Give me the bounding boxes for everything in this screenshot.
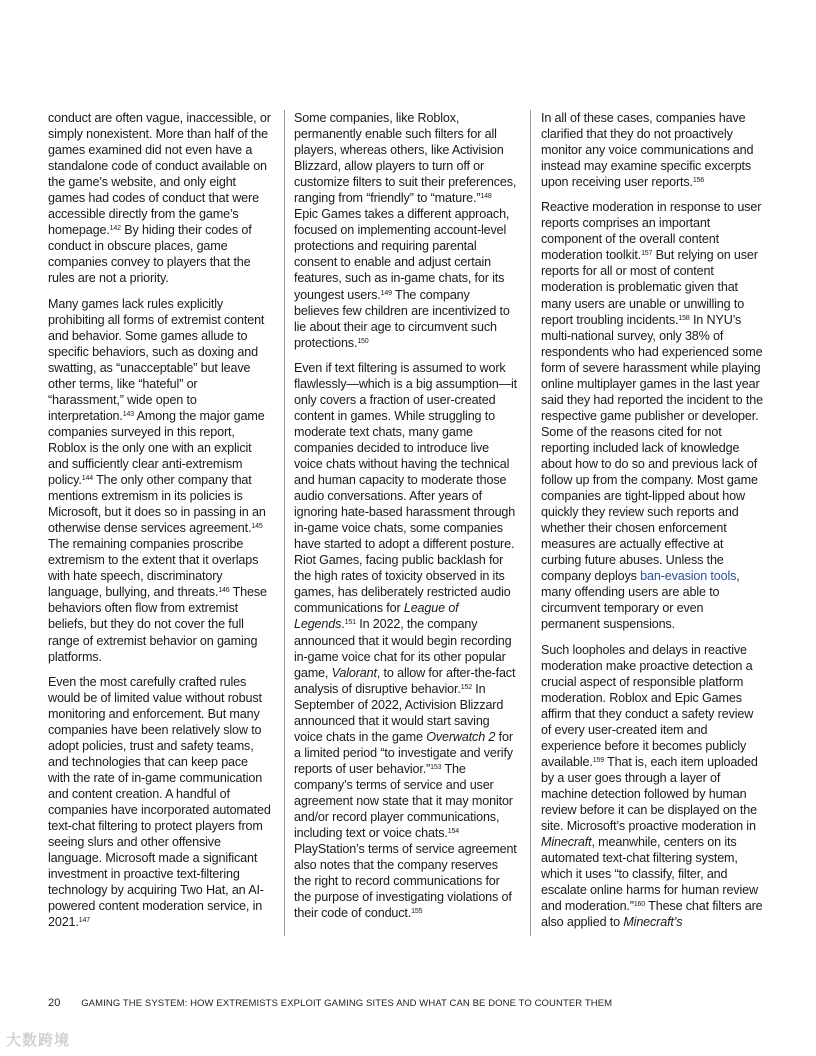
footnote-ref: 152 xyxy=(460,683,472,691)
paragraph: Even if text filtering is assumed to work flawlessly—which is a big assumption—it only covers a fraction of user-created content in games. While struggling to moderate text chats, many game companies decided to introduce live voice chats without having the technical and human capacity to moderate those audio conversations. After years of ignoring hate-based harassment through in-game voice chats, some companies have started to adopt a different posture. Riot Games, facing public backlash for the high rates of toxicity observed in its games, has deliberately restricted audio communications for League of Legends.$^{151}$ In 2022, the company announced that it would begin recording in-game voice chat for its other popular game, Valorant, to allow for after-the-fact analysis of disruptive behavior.$^{152}$ In September of 2022, Activision Blizzard announced that it would start saving voice chats in the game Overwatch 2 for a limited period “to investigate and verify reports of user behavior.”$^{153}$ The company’s terms of service and user agreement now state that it may monitor and/or record player communications, including text or voice chats.$^{154}$ PlayStation’s terms of service agreement also notes that the company reserves the right to record communications for the purpose of investigating violations of their code of conduct.$^{155}$ xyxy=(294,360,518,921)
footnote-ref: 148 xyxy=(480,193,492,201)
paragraph: Reactive moderation in response to user reports comprises an important component of the overall content moderation toolkit.$^{157}$ But relying on user reports for all or most of content moderation is problematic given that many users are unable or unwilling to report troubling incidents.$^{158}$ In NYU’s multi-national survey, only 38% of respondents who had experienced some form of severe harassment while playing online multiplayer games in the last year said they had reported the incident to the respective game publisher or developer. Some of the reasons cited for not reporting included lack of knowledge about how to do so and previous lack of follow up from the company. Most game companies are tight-lipped about how quickly they review such reports and whether their chosen enforcement measures are actually effective at curbing future abuses. Unless the company deploys ban-evasion tools, many offending users are able to circumvent temporary or even permanent suspensions. xyxy=(541,200,763,632)
paragraph: In all of these cases, companies have clarified that they do not proactively monitor any voice communications and instead may examine specific excerpts upon receiving user reports.$^{156}$ xyxy=(541,111,754,190)
paragraph: Such loopholes and delays in reactive moderation make proactive detection a crucial aspect of responsible platform moderation. Roblox and Epic Games affirm that they conduct a safety review of every user-created item and experience before it becomes publicly available.$^{159}$ That is, each item uploaded by a user goes through a layer of machine detection followed by human review before it can be displayed on the site. Microsoft’s proactive moderation in Minecraft, meanwhile, centers on its automated text-chat filtering system, which it uses “to classify, filter, and escalate online harms for human review and moderation.”$^{160}$ These chat filters are also applied to Minecraft’s xyxy=(541,642,763,930)
paragraph: Some companies, like Roblox, permanently enable such filters for all players, whereas others, like Activision Blizzard, allow players to turn off or customize filters to suit their preferences, ranging from “friendly” to “mature.”$^{148}$ Epic Games takes a different approach, focused on implementing account-level protections and requiring parental consent to enable and adjust certain features, such as in-game chats, for its youngest users.$^{149}$ The company believes few children are incentivized to lie about their age to circumvent such protections.$^{150}$ xyxy=(294,111,517,350)
footnote-ref: 156 xyxy=(692,177,705,185)
footnote-ref: 154 xyxy=(447,828,459,836)
footnote-ref: 149 xyxy=(380,289,392,297)
ban-evasion-tools-link[interactable]: ban-evasion tools xyxy=(640,569,737,584)
page-number: 20 xyxy=(48,997,61,1009)
footnote-ref: 159 xyxy=(592,756,604,764)
footnote-ref: 142 xyxy=(109,225,121,233)
paragraph: Even the most carefully crafted rules would be of limited value without robust monitoring and enforcement. But many companies have been relatively slow to adopt policies, trust and safety teams, and technologies that can keep pace with the rate of in-game communication and content creation. A handful of companies have incorporated automated text-chat filtering to protect players from seeing slurs and other offensive language. Microsoft made a significant investment in proactive text-filtering technology by acquiring Two Hat, an AI-powered content moderation service, in 2021.$^{147}$ xyxy=(48,674,271,930)
paragraph: conduct are often vague, inaccessible, or simply nonexistent. More than half of the games examined did not even have a standalone code of conduct available on the game’s website, and only eight games had codes of conduct that were accessible directly from the game’s homepage.$^{142}$ By hiding their codes of conduct in obscure places, game companies convey to players that the rules are not a priority. xyxy=(48,111,271,286)
report-title: GAMING THE SYSTEM: HOW EXTREMISTS EXPLOIT GAMING SITES AND WHAT CAN BE DONE TO COUNTER THEM xyxy=(81,998,613,1009)
column-divider-2 xyxy=(530,110,531,936)
game-title: Minecraft’s xyxy=(623,915,683,930)
footnote-ref: 147 xyxy=(78,917,90,925)
text-column-2 xyxy=(294,110,518,930)
game-title: Valorant xyxy=(331,665,377,680)
game-title: League of Legends xyxy=(294,601,459,632)
footnote-ref: 151 xyxy=(344,619,356,627)
footnote-ref: 155 xyxy=(411,908,423,916)
footnote-ref: 158 xyxy=(678,314,690,322)
text-column-1 xyxy=(48,110,272,939)
footnote-ref: 160 xyxy=(633,901,646,909)
footnote-ref: 144 xyxy=(81,475,93,483)
text-column-3 xyxy=(541,110,765,939)
footnote-ref: 153 xyxy=(430,763,442,771)
footnote-ref: 146 xyxy=(218,587,230,595)
footnote-ref: 143 xyxy=(122,410,134,418)
paragraph: Many games lack rules explicitly prohibiting all forms of extremist content and behavior. Some games allude to specific behaviors, such as doxing and swatting, as “unacceptable” but leave other terms, like “hateful” or “harassment,” wide open to interpretation.$^{143}$ Among the major game companies surveyed in this report, Roblox is the only one with an explicit and sufficiently clear anti-extremism policy.$^{144}$ The only other company that mentions extremism in its policies is Microsoft, but it does so in passing in an otherwise dense services agreement.$^{145}$ The remaining companies proscribe extremism to the extent that it overlaps with hate speech, discriminatory language, bullying, and threats.$^{146}$ These behaviors often flow from extremist beliefs, but they do not cover the full range of extremist behavior on gaming platforms. xyxy=(48,296,267,664)
footnote-ref: 150 xyxy=(357,337,369,345)
footnote-ref: 157 xyxy=(641,250,653,258)
footnote-ref: 145 xyxy=(251,523,263,531)
column-divider-1 xyxy=(284,110,285,936)
page-footer xyxy=(48,997,612,1009)
game-title: Overwatch 2 xyxy=(426,729,496,744)
game-title: Minecraft xyxy=(541,835,592,850)
watermark: 大数跨境 xyxy=(6,1031,71,1049)
